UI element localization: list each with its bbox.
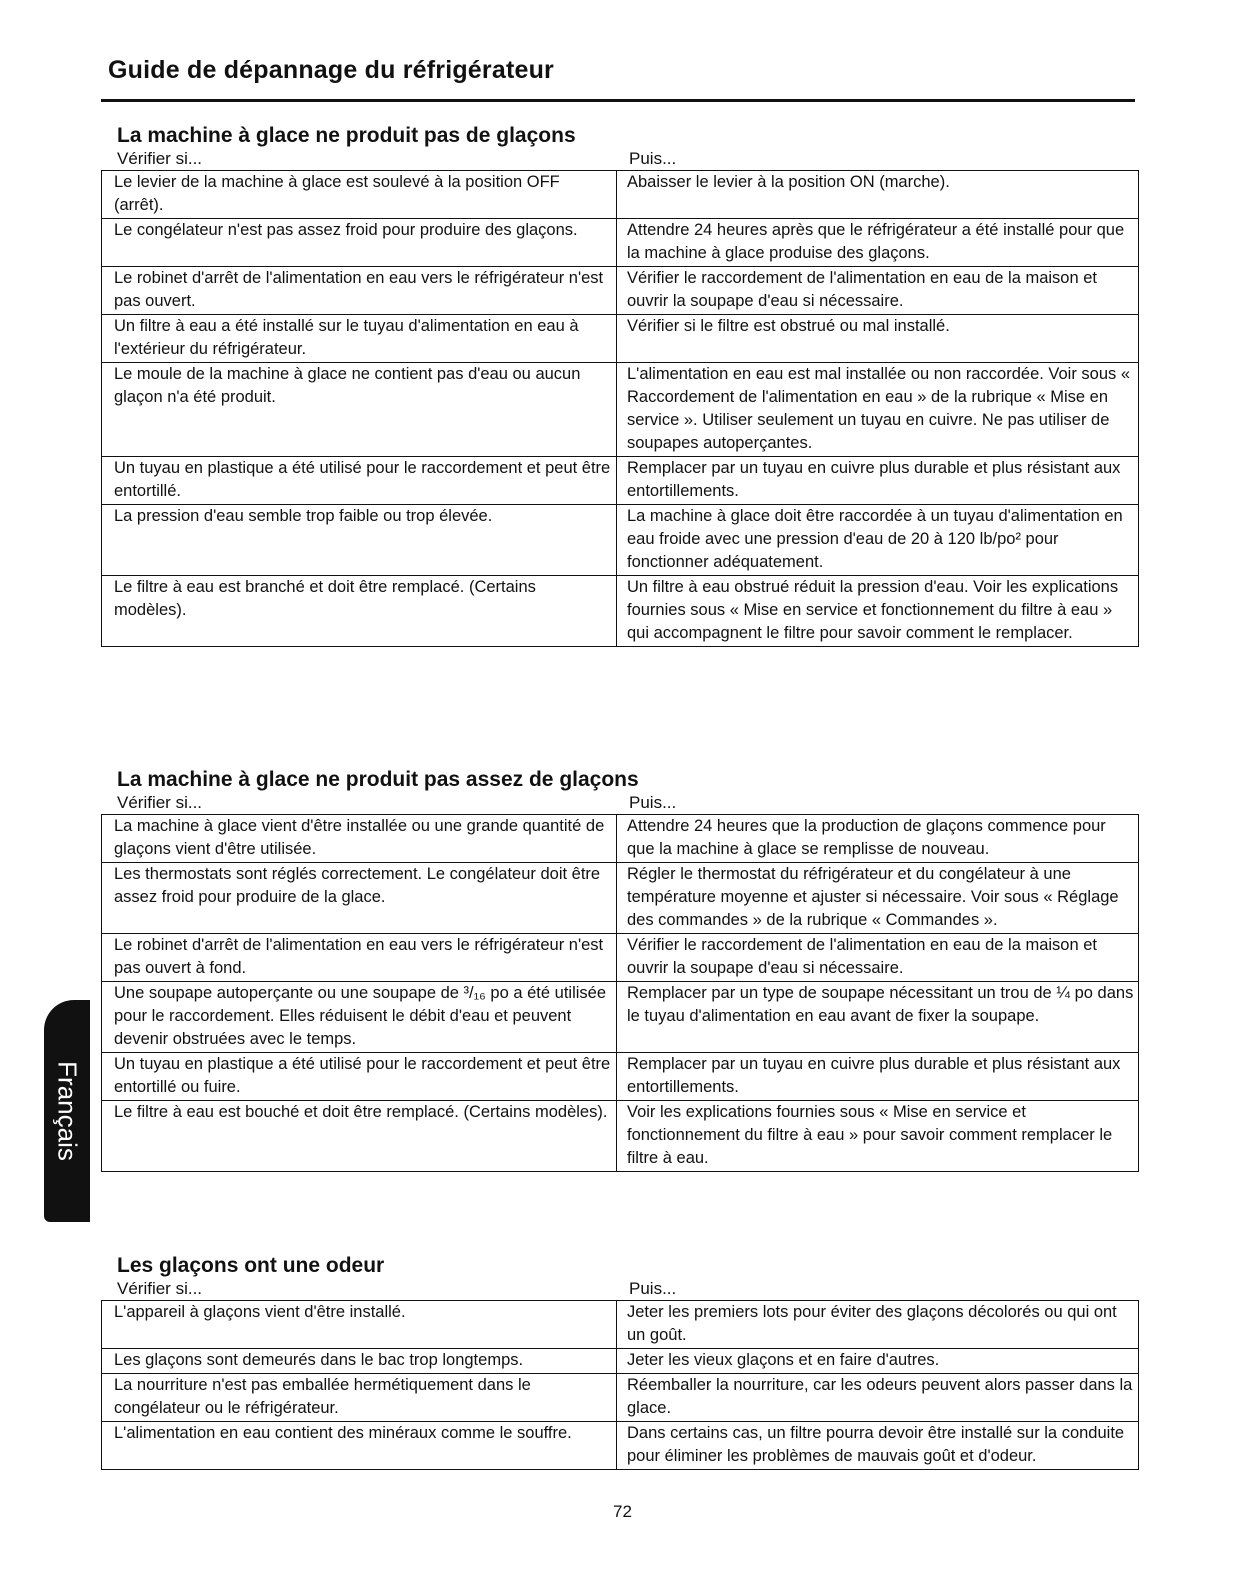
- then-cell: Jeter les premiers lots pour éviter des glaçons décolorés ou qui ont un goût.: [617, 1301, 1139, 1349]
- check-cell: Le levier de la machine à glace est soulevé à la position OFF (arrêt).: [102, 171, 617, 219]
- table-row: [102, 982, 1139, 1053]
- check-cell: Le robinet d'arrêt de l'alimentation en eau vers le réfrigérateur n'est pas ouvert.: [102, 267, 617, 315]
- table-row: [102, 1301, 1139, 1349]
- check-cell: Un filtre à eau a été installé sur le tuyau d'alimentation en eau à l'extérieur du réfrigérateur.: [102, 315, 617, 363]
- then-cell: L'alimentation en eau est mal installée ou non raccordée. Voir sous « Raccordement de l'alimentation en eau » de la rubrique « Mise en service ». Utiliser seulement un tuyau en cuivre. Ne pas utiliser de soupapes autoperçantes.: [617, 363, 1139, 457]
- col-check-header: Vérifier si...: [117, 793, 203, 812]
- check-cell: Le moule de la machine à glace ne contient pas d'eau ou aucun glaçon n'a été produit.: [102, 363, 617, 457]
- table-row: [102, 1349, 1139, 1374]
- then-cell: Voir les explications fournies sous « Mise en service et fonctionnement du filtre à eau » pour savoir comment remplacer le filtre à eau.: [617, 1101, 1139, 1172]
- table-row: [102, 363, 1139, 457]
- language-side-tab: [44, 1000, 90, 1222]
- check-cell: Les thermostats sont réglés correctement. Le congélateur doit être assez froid pour produire de la glace.: [102, 863, 617, 934]
- then-cell: Remplacer par un tuyau en cuivre plus durable et plus résistant aux entortillements.: [617, 1053, 1139, 1101]
- then-cell: Régler le thermostat du réfrigérateur et du congélateur à une température moyenne et ajuster si nécessaire. Voir sous « Réglage des commandes » de la rubrique « Commandes ».: [617, 863, 1139, 934]
- check-cell: Le filtre à eau est branché et doit être remplacé. (Certains modèles).: [102, 576, 617, 647]
- table-row: [102, 505, 1139, 576]
- table-row: [102, 219, 1139, 267]
- col-then-header: Puis...: [629, 1279, 677, 1298]
- table-row: [102, 457, 1139, 505]
- then-cell: Un filtre à eau obstrué réduit la pression d'eau. Voir les explications fournies sous « Mise en service et fonctionnement du filtre à eau » qui accompagnent le filtre pour savoir comment le remplacer.: [617, 576, 1139, 647]
- check-cell: Un tuyau en plastique a été utilisé pour le raccordement et peut être entortillé.: [102, 457, 617, 505]
- table-row: [102, 934, 1139, 982]
- then-cell: Vérifier le raccordement de l'alimentation en eau de la maison et ouvrir la soupape d'eau si nécessaire.: [617, 267, 1139, 315]
- troubleshoot-table: [101, 814, 1139, 1172]
- check-cell: Le filtre à eau est bouché et doit être remplacé. (Certains modèles).: [102, 1101, 617, 1172]
- col-then-header: Puis...: [629, 793, 677, 812]
- then-cell: Jeter les vieux glaçons et en faire d'autres.: [617, 1349, 1139, 1374]
- check-cell: La machine à glace vient d'être installée ou une grande quantité de glaçons vient d'être utilisée.: [102, 815, 617, 863]
- then-cell: Attendre 24 heures après que le réfrigérateur a été installé pour que la machine à glace produise des glaçons.: [617, 219, 1139, 267]
- section-no-ice: [101, 124, 1139, 647]
- check-cell: La nourriture n'est pas emballée hermétiquement dans le congélateur ou le réfrigérateur.: [102, 1374, 617, 1422]
- table-row: [102, 171, 1139, 219]
- table-row: [102, 267, 1139, 315]
- table-row: [102, 315, 1139, 363]
- section-heading: La machine à glace ne produit pas assez de glaçons: [117, 768, 639, 791]
- col-then-header: Puis...: [629, 149, 677, 168]
- table-row: [102, 1374, 1139, 1422]
- then-cell: La machine à glace doit être raccordée à un tuyau d'alimentation en eau froide avec une pression d'eau de 20 à 120 lb/po² pour fonctionner adéquatement.: [617, 505, 1139, 576]
- column-headers: [101, 1278, 1139, 1300]
- then-cell: Réemballer la nourriture, car les odeurs peuvent alors passer dans la glace.: [617, 1374, 1139, 1422]
- section-not-enough-ice: [101, 768, 1139, 1172]
- page-title: Guide de dépannage du réfrigérateur: [108, 56, 554, 84]
- check-cell: Le robinet d'arrêt de l'alimentation en eau vers le réfrigérateur n'est pas ouvert à fond.: [102, 934, 617, 982]
- table-row: [102, 1101, 1139, 1172]
- then-cell: Remplacer par un type de soupape nécessitant un trou de ¼ po dans le tuyau d'alimentation en eau avant de fixer la soupape.: [617, 982, 1139, 1053]
- then-cell: Remplacer par un tuyau en cuivre plus durable et plus résistant aux entortillements.: [617, 457, 1139, 505]
- section-ice-odor: [101, 1254, 1139, 1470]
- table-row: [102, 815, 1139, 863]
- troubleshoot-table: [101, 170, 1139, 647]
- column-headers: [101, 792, 1139, 814]
- check-cell: Un tuyau en plastique a été utilisé pour le raccordement et peut être entortillé ou fuire.: [102, 1053, 617, 1101]
- check-cell: La pression d'eau semble trop faible ou trop élevée.: [102, 505, 617, 576]
- section-heading: La machine à glace ne produit pas de glaçons: [117, 124, 576, 147]
- then-cell: Abaisser le levier à la position ON (marche).: [617, 171, 1139, 219]
- check-cell: Les glaçons sont demeurés dans le bac trop longtemps.: [102, 1349, 617, 1374]
- col-check-header: Vérifier si...: [117, 1279, 203, 1298]
- side-tab-label: Français: [52, 1061, 83, 1161]
- check-cell: Une soupape autoperçante ou une soupape de ³/₁₆ po a été utilisée pour le raccordement. Elles réduisent le débit d'eau et peuvent devenir obstruées avec le temps.: [102, 982, 617, 1053]
- table-row: [102, 576, 1139, 647]
- column-headers: [101, 148, 1139, 170]
- check-cell: L'alimentation en eau contient des minéraux comme le souffre.: [102, 1422, 617, 1470]
- check-cell: Le congélateur n'est pas assez froid pour produire des glaçons.: [102, 219, 617, 267]
- table-row: [102, 1053, 1139, 1101]
- table-row: [102, 1422, 1139, 1470]
- troubleshoot-table: [101, 1300, 1139, 1470]
- then-cell: Vérifier si le filtre est obstrué ou mal installé.: [617, 315, 1139, 363]
- section-heading: Les glaçons ont une odeur: [117, 1254, 385, 1277]
- page-number: 72: [613, 1502, 632, 1521]
- title-rule: [101, 99, 1135, 102]
- then-cell: Vérifier le raccordement de l'alimentation en eau de la maison et ouvrir la soupape d'eau si nécessaire.: [617, 934, 1139, 982]
- check-cell: L'appareil à glaçons vient d'être installé.: [102, 1301, 617, 1349]
- then-cell: Dans certains cas, un filtre pourra devoir être installé sur la conduite pour éliminer les problèmes de mauvais goût et d'odeur.: [617, 1422, 1139, 1470]
- col-check-header: Vérifier si...: [117, 149, 203, 168]
- table-row: [102, 863, 1139, 934]
- then-cell: Attendre 24 heures que la production de glaçons commence pour que la machine à glace se remplisse de nouveau.: [617, 815, 1139, 863]
